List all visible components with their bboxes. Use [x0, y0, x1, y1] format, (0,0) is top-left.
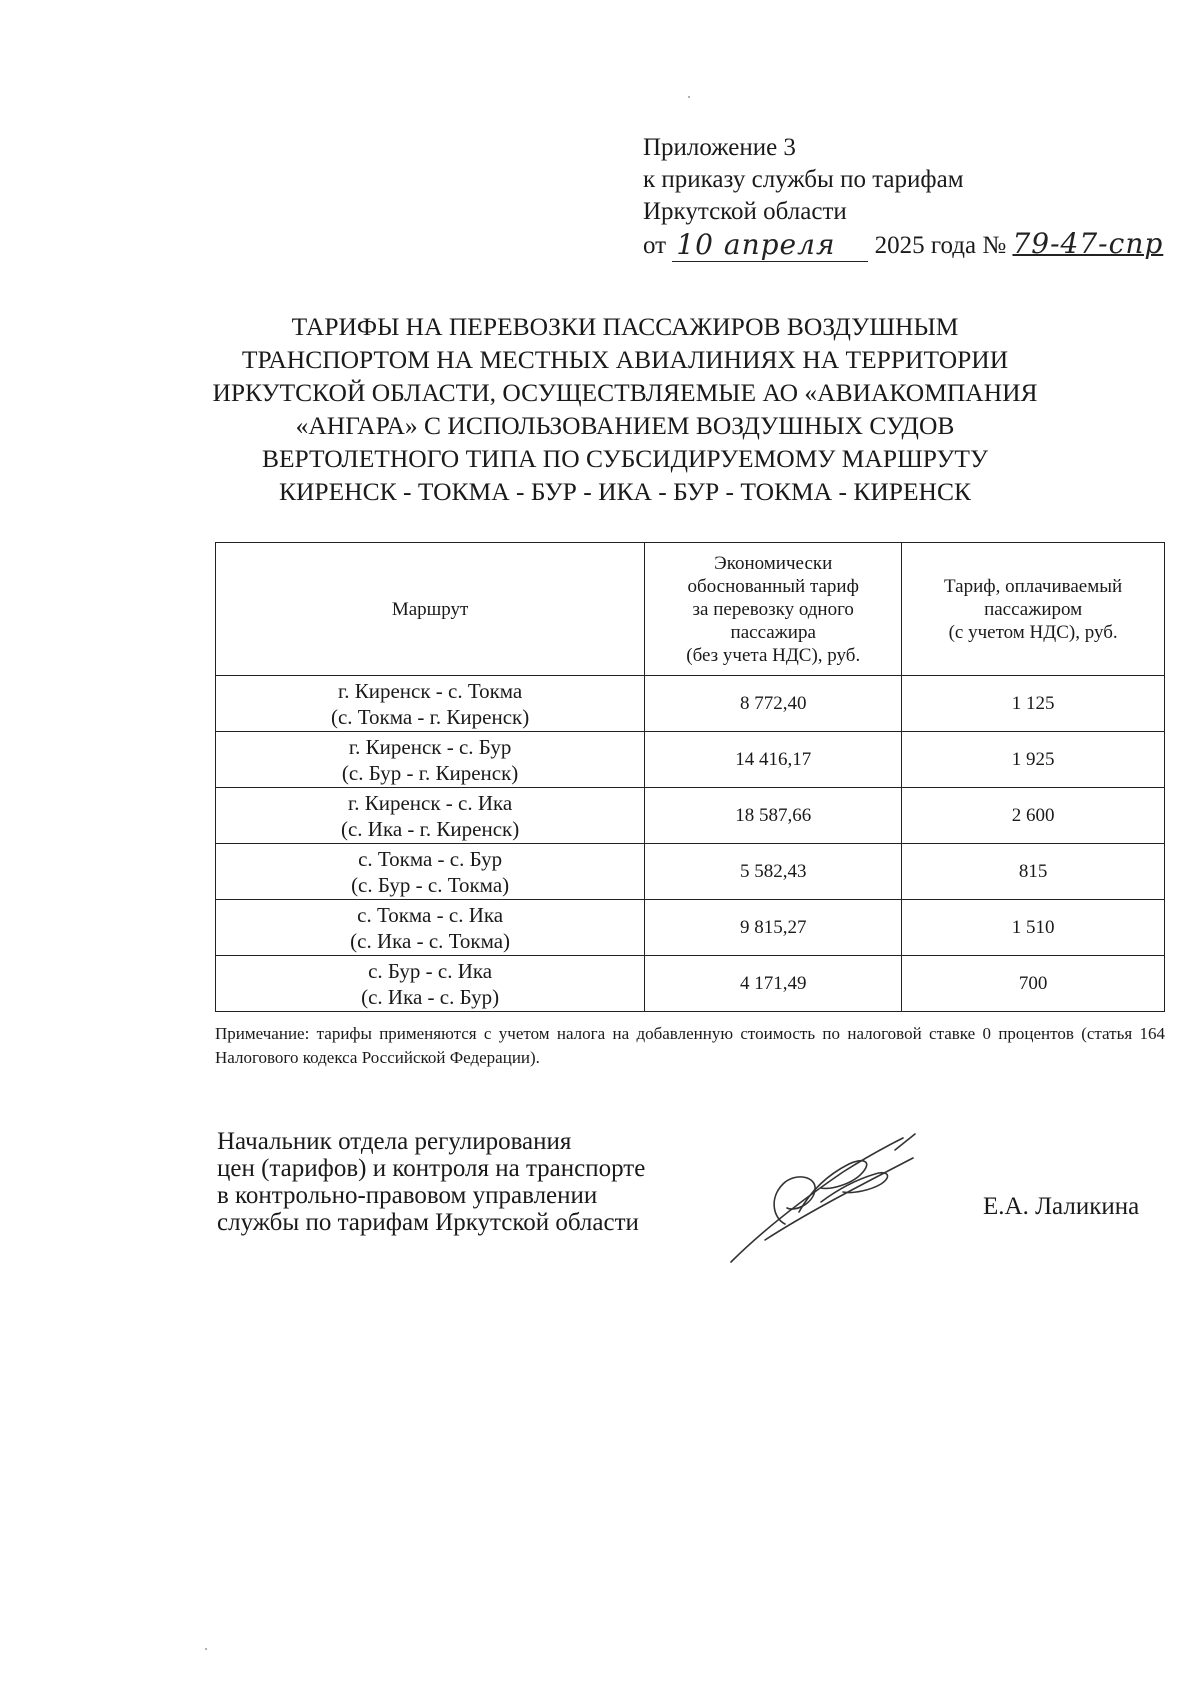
- econ-tariff-cell: 8 772,40: [645, 676, 902, 732]
- tariff-note: Примечание: тарифы применяются с учетом налога на добавленную стоимость по налоговой ставке 0 процентов (статья 164 Налогового кодекса Российской Федерации).: [215, 1024, 1165, 1067]
- passenger-tariff-cell: 1 510: [902, 900, 1165, 956]
- passenger-tariff-cell: 815: [902, 844, 1165, 900]
- scan-speck: [688, 96, 690, 98]
- table-row: [216, 788, 1165, 844]
- table-row: [216, 900, 1165, 956]
- date-prefix: от: [643, 232, 667, 259]
- route-forward: с. Бур - с. Ика: [368, 958, 493, 983]
- title-line: ТАРИФЫ НА ПЕРЕВОЗКИ ПАССАЖИРОВ ВОЗДУШНЫМ: [291, 312, 959, 341]
- handwritten-order-number: 79-47-спр: [1012, 227, 1164, 260]
- route-cell: [216, 956, 645, 1012]
- header-route: [216, 543, 645, 676]
- signer-position-line: цен (тарифов) и контроля на транспорте: [217, 1155, 646, 1182]
- route-return: (с. Ика - с. Токма): [350, 928, 511, 953]
- document-title: [190, 310, 1060, 508]
- scan-speck: [205, 1648, 207, 1650]
- passenger-tariff-cell: 2 600: [902, 788, 1165, 844]
- route-return: (с. Ика - г. Киренск): [340, 816, 520, 841]
- appendix-date-line: [643, 228, 1163, 262]
- header-econ-tariff: [645, 543, 902, 676]
- header-econ-line: Экономически: [714, 552, 833, 574]
- title-line: ИРКУТСКОЙ ОБЛАСТИ, ОСУЩЕСТВЛЯЕМЫЕ АО «АВИАКОМПАНИЯ: [212, 378, 1038, 407]
- tariff-table: [215, 542, 1165, 1012]
- route-cell: [216, 788, 645, 844]
- signer-position-line: службы по тарифам Иркутской области: [217, 1209, 639, 1236]
- title-line: «АНГАРА» С ИСПОЛЬЗОВАНИЕМ ВОЗДУШНЫХ СУДОВ: [295, 411, 955, 440]
- handwritten-signature: [725, 1128, 925, 1268]
- header-econ-line: за перевозку одного: [692, 598, 854, 620]
- header-pass-line: (с учетом НДС), руб.: [948, 621, 1118, 643]
- route-forward: с. Токма - с. Бур: [358, 846, 503, 871]
- signer-position-line: в контрольно-правовом управлении: [217, 1182, 598, 1209]
- route-return: (с. Токма - г. Киренск): [330, 704, 530, 729]
- passenger-tariff-cell: 1 925: [902, 732, 1165, 788]
- route-forward: г. Киренск - с. Токма: [337, 678, 523, 703]
- appendix-number: Приложение 3: [643, 134, 796, 161]
- order-number-field: [1012, 228, 1163, 262]
- route-cell: [216, 676, 645, 732]
- date-suffix: 2025 года №: [874, 232, 1007, 259]
- signer-position-line: Начальник отдела регулирования: [217, 1128, 572, 1155]
- passenger-tariff-cell: 1 125: [902, 676, 1165, 732]
- title-line: ВЕРТОЛЕТНОГО ТИПА ПО СУБСИДИРУЕМОМУ МАРШРУТУ: [261, 444, 989, 473]
- header-econ-line: (без учета НДС), руб.: [686, 644, 861, 666]
- passenger-tariff-cell: 700: [902, 956, 1165, 1012]
- table-row: [216, 732, 1165, 788]
- econ-tariff-cell: 9 815,27: [645, 900, 902, 956]
- appendix-header: [643, 132, 1163, 262]
- route-forward: г. Киренск - с. Ика: [347, 790, 513, 815]
- header-econ-line: пассажира: [730, 621, 816, 643]
- header-pass-line: Тариф, оплачиваемый: [944, 575, 1123, 597]
- route-return: (с. Ика - с. Бур): [361, 984, 500, 1009]
- title-line: КИРЕНСК - ТОКМА - БУР - ИКА - БУР - ТОКМА - КИРЕНСК: [279, 477, 971, 506]
- route-forward: с. Токма - с. Ика: [357, 902, 504, 927]
- appendix-region: Иркутской области: [643, 198, 847, 225]
- appendix-order-ref: к приказу службы по тарифам: [643, 166, 964, 193]
- route-return: (с. Бур - г. Киренск): [341, 760, 519, 785]
- route-cell: [216, 732, 645, 788]
- table-header-row: [216, 543, 1165, 676]
- header-passenger-tariff: [902, 543, 1165, 676]
- date-field: [672, 228, 868, 262]
- econ-tariff-cell: 18 587,66: [645, 788, 902, 844]
- table-row: [216, 676, 1165, 732]
- title-line: ТРАНСПОРТОМ НА МЕСТНЫХ АВИАЛИНИЯХ НА ТЕРРИТОРИИ: [241, 345, 1009, 374]
- econ-tariff-cell: 14 416,17: [645, 732, 902, 788]
- handwritten-date: 10 апреля: [676, 228, 836, 261]
- header-route-label: Маршрут: [391, 598, 469, 620]
- route-cell: [216, 900, 645, 956]
- signer-name: Е.А. Лаликина: [983, 1193, 1140, 1220]
- route-forward: г. Киренск - с. Бур: [348, 734, 512, 759]
- table-row: [216, 844, 1165, 900]
- route-return: (с. Бур - с. Токма): [351, 872, 510, 897]
- signer-position: [217, 1128, 645, 1236]
- route-cell: [216, 844, 645, 900]
- econ-tariff-cell: 5 582,43: [645, 844, 902, 900]
- header-econ-line: обоснованный тариф: [687, 575, 859, 597]
- header-pass-line: пассажиром: [984, 598, 1083, 620]
- table-row: [216, 956, 1165, 1012]
- econ-tariff-cell: 4 171,49: [645, 956, 902, 1012]
